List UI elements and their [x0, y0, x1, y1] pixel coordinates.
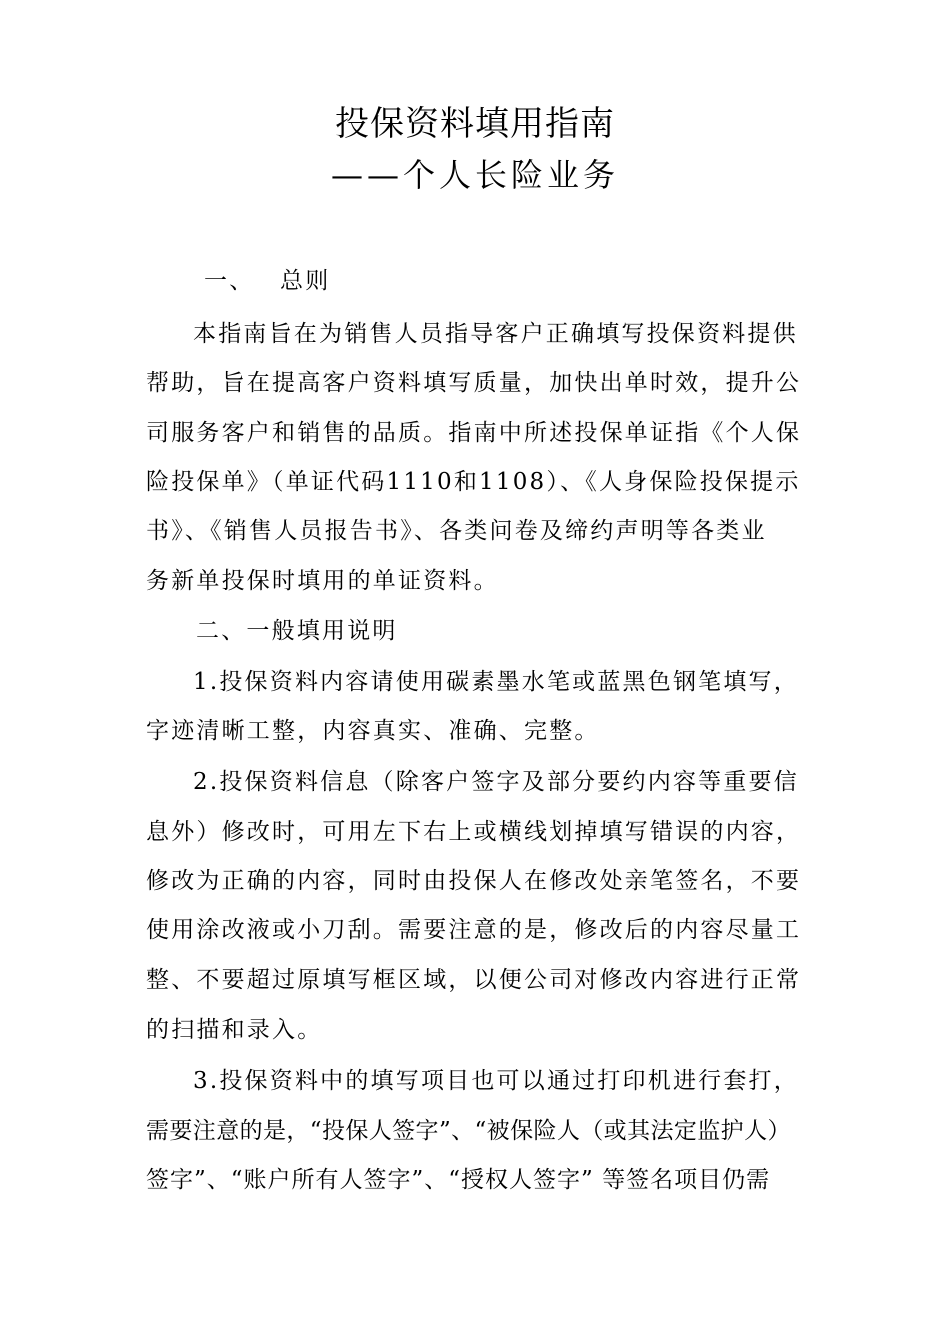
list-item-line: 字迹清晰工整，内容真实、准确、完整。: [146, 718, 600, 744]
document-subtitle: ——个人长险业务: [330, 156, 619, 194]
paragraph-line: 司服务客户和销售的品质。指南中所述投保单证指《个人保: [146, 420, 802, 446]
list-item-line: 3.投保资料中的填写项目也可以通过打印机进行套打，: [193, 1068, 799, 1094]
section-heading-text: 总则: [280, 268, 331, 294]
section-number: 一、: [204, 268, 255, 294]
list-item-line: 修改为正确的内容，同时由投保人在修改处亲笔签名，不要: [146, 868, 802, 894]
paragraph-line: 帮助，旨在提高客户资料填写质量，加快出单时效，提升公: [146, 370, 802, 396]
list-item-line: 2.投保资料信息（除客户签字及部分要约内容等重要信: [193, 769, 799, 795]
document-title: 投保资料填用指南: [335, 104, 615, 144]
list-item-line: 使用涂改液或小刀刮。需要注意的是，修改后的内容尽量工: [146, 917, 802, 943]
list-item-line: 1.投保资料内容请使用碳素墨水笔或蓝黑色钢笔填写，: [193, 669, 799, 695]
paragraph-line: 书》、《销售人员报告书》、各类问卷及缔约声明等各类业: [146, 518, 767, 544]
paragraph-line: 险投保单》（单证代码1110和1108）、《人身保险投保提示: [146, 469, 801, 495]
list-item-line: 的扫描和录入。: [146, 1017, 323, 1043]
list-item-line: 需要注意的是，“投保人签字”、“被保险人（或其法定监护人）: [146, 1118, 791, 1144]
paragraph-line: 务新单投保时填用的单证资料。: [146, 568, 499, 594]
list-item-line: 签字”、“账户所有人签字”、“授权人签字” 等签名项目仍需: [146, 1167, 771, 1193]
list-item-line: 整、不要超过原填写框区域，以便公司对修改内容进行正常: [146, 967, 802, 993]
paragraph-line: 本指南旨在为销售人员指导客户正确填写投保资料提供: [193, 321, 798, 347]
list-item-line: 息外）修改时，可用左下右上或横线划掉填写错误的内容，: [146, 819, 802, 845]
section-heading-general: [204, 266, 330, 296]
section-heading-general-instructions: 二、一般填用说明: [196, 618, 398, 644]
